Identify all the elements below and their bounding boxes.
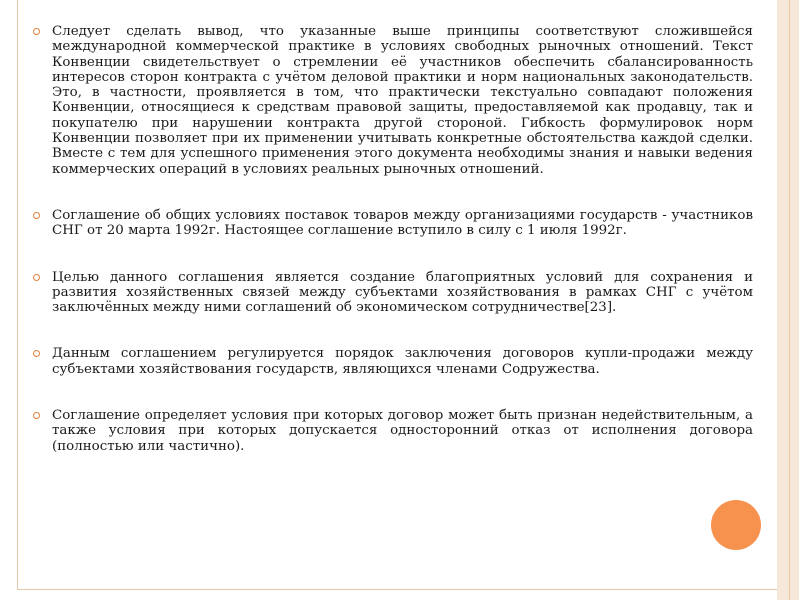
bullet-circle-icon bbox=[33, 350, 40, 357]
right-accent-bar bbox=[777, 0, 799, 600]
bullet-circle-icon bbox=[33, 28, 40, 35]
slide-content bbox=[33, 24, 753, 454]
bullet-paragraph-3 bbox=[33, 270, 753, 316]
paragraph-text: Целью данного соглашения является создание благоприятных условий для сохранения и развития хозяйственных связей между субъектами хозяйствования в рамках СНГ с учётом заключённых между ними соглашений об экономическом сотрудничестве[23]. bbox=[52, 269, 753, 316]
bullet-paragraph-5 bbox=[33, 408, 753, 454]
paragraph-text: Следует сделать вывод, что указанные выше принципы соответствуют сложившейся международной коммерческой практике в условиях свободных рыночных отношений. Текст Конвенции свидетельствует о стремлении её участников обеспечить сбалансированность интересов сторон контракта с учётом деловой практики и норм национальных законодательств. Это, в частности, проявляется в том, что практически текстуально совпадают положения Конвенции, относящиеся к средствам правовой защиты, предоставляемой как продавцу, так и покупателю при нарушении контракта другой стороной. Гибкость формулировок норм Конвенции позволяет при их применении учитывать конкретные обстоятельства каждой сделки. Вместе с тем для успешного применения этого документа необходимы знания и навыки ведения коммерческих операций в условиях реальных рыночных отношений. bbox=[52, 24, 753, 177]
bullet-paragraph-1 bbox=[33, 24, 753, 177]
bullet-paragraph-4 bbox=[33, 346, 753, 377]
paragraph-text: Соглашение определяет условия при которых договор может быть признан недействительным, а также условия при которых допускается односторонний отказ от исполнения договора (полностью или частично). bbox=[52, 408, 753, 454]
paragraph-text: Соглашение об общих условиях поставок товаров между организациями государств - участников СНГ от 20 марта 1992г. Настоящее соглашение вступило в силу с 1 июля 1992г. bbox=[52, 207, 753, 239]
paragraph-text: Данным соглашением регулируется порядок заключения договоров купли-продажи между субъектами хозяйствования государств, являющихся членами Содружества. bbox=[52, 346, 753, 377]
bullet-circle-icon bbox=[33, 412, 40, 419]
bullet-paragraph-2 bbox=[33, 208, 753, 239]
decorative-orange-circle bbox=[711, 500, 761, 550]
bullet-circle-icon bbox=[33, 212, 40, 219]
right-accent-line bbox=[789, 0, 790, 600]
bullet-circle-icon bbox=[33, 274, 40, 281]
